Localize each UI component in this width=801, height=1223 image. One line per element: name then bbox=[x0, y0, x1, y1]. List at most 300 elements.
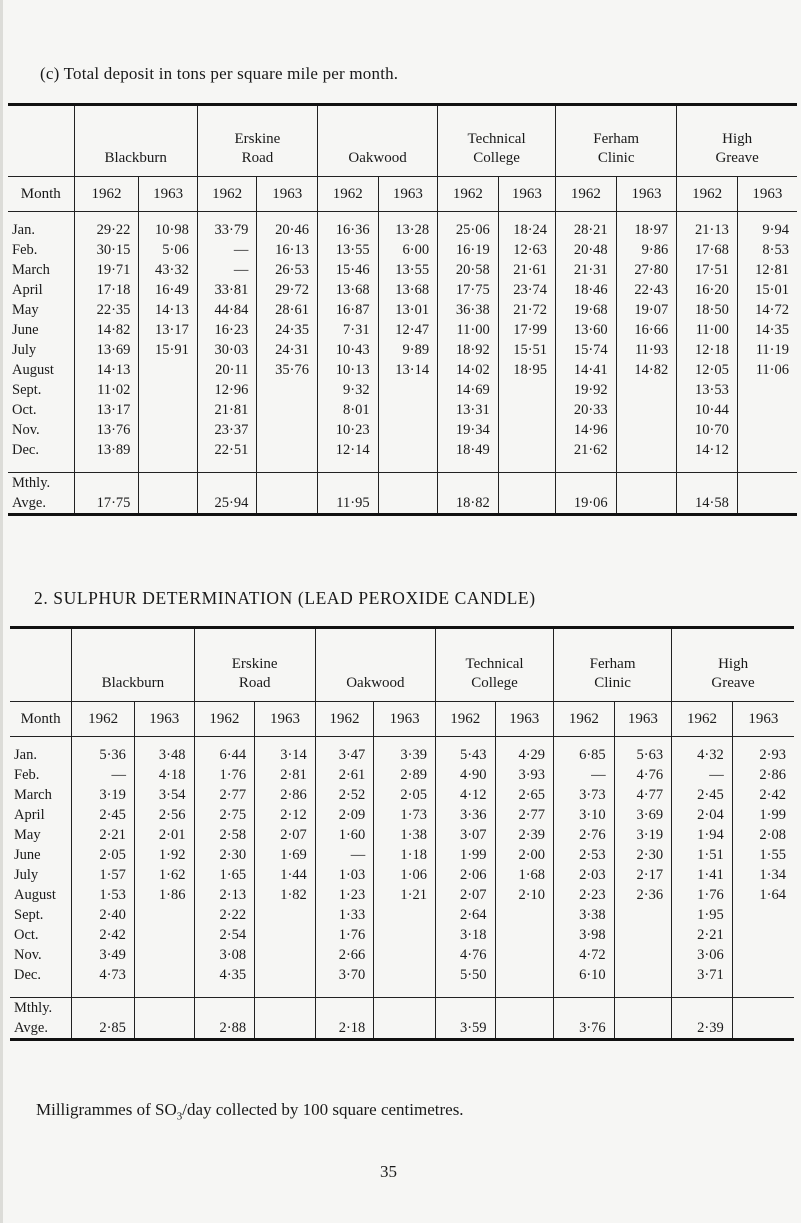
value-cell: 13·68 bbox=[378, 280, 438, 300]
month-label: Dec. bbox=[12, 442, 39, 458]
station-name-line2: Road bbox=[241, 150, 274, 166]
value-cell: 29·22 bbox=[74, 212, 139, 241]
value-cell: 1·86 bbox=[134, 885, 194, 905]
value-cell bbox=[495, 905, 554, 925]
footnote-subscript: 3 bbox=[176, 1110, 183, 1123]
value-cell: 1·21 bbox=[374, 885, 436, 905]
value-cell: 44·84 bbox=[197, 300, 257, 320]
value-cell: 2·89 bbox=[374, 765, 436, 785]
average-label-row bbox=[10, 998, 794, 1019]
blank-cell bbox=[614, 998, 671, 1019]
year-header: 1963 bbox=[139, 177, 197, 212]
average-value: 14·58 bbox=[677, 493, 738, 515]
value-cell bbox=[374, 905, 436, 925]
value-cell: 1·44 bbox=[255, 865, 316, 885]
spacer-cell bbox=[10, 985, 72, 998]
average-row bbox=[8, 493, 797, 515]
station-header bbox=[318, 105, 438, 177]
value-cell bbox=[255, 945, 316, 965]
value-cell: 4·32 bbox=[672, 737, 733, 766]
value-cell: 9·32 bbox=[318, 380, 379, 400]
station-name-line1 bbox=[320, 130, 435, 149]
value-cell: 12·05 bbox=[677, 360, 738, 380]
corner-cell bbox=[10, 628, 72, 702]
value-cell: 2·61 bbox=[315, 765, 374, 785]
value-cell: 2·10 bbox=[495, 885, 554, 905]
value-cell: 21·61 bbox=[498, 260, 555, 280]
table-row bbox=[8, 212, 797, 241]
value-cell bbox=[614, 905, 671, 925]
average-value: 3·76 bbox=[554, 1018, 615, 1040]
value-cell: 2·13 bbox=[194, 885, 255, 905]
station-name-line2: Oakwood bbox=[346, 675, 405, 691]
month-label: Nov. bbox=[12, 422, 40, 438]
value-cell: 11·19 bbox=[737, 340, 797, 360]
value-cell: 20·46 bbox=[257, 212, 318, 241]
spacer-row bbox=[8, 460, 797, 473]
table-row bbox=[8, 280, 797, 300]
average-label: Avge. bbox=[10, 1018, 72, 1040]
value-cell: 1·95 bbox=[672, 905, 733, 925]
value-cell: 11·02 bbox=[74, 380, 139, 400]
table-row bbox=[8, 240, 797, 260]
table-row bbox=[10, 865, 794, 885]
value-cell: 2·86 bbox=[732, 765, 794, 785]
station-name-line2: Greave bbox=[715, 150, 759, 166]
value-cell: 18·92 bbox=[438, 340, 499, 360]
month-label: Nov. bbox=[14, 947, 42, 963]
value-cell: 1·55 bbox=[732, 845, 794, 865]
value-cell: 3·47 bbox=[315, 737, 374, 766]
value-cell: 2·05 bbox=[374, 785, 436, 805]
year-header: 1963 bbox=[134, 702, 194, 737]
month-label: Feb. bbox=[14, 767, 40, 783]
value-cell: 2·04 bbox=[672, 805, 733, 825]
blank-cell bbox=[378, 473, 438, 494]
blank-cell bbox=[616, 473, 677, 494]
value-cell: 3·69 bbox=[614, 805, 671, 825]
value-cell: — bbox=[197, 240, 257, 260]
value-cell: — bbox=[197, 260, 257, 280]
table-row bbox=[10, 885, 794, 905]
value-cell: 18·97 bbox=[616, 212, 677, 241]
blank-cell bbox=[139, 473, 197, 494]
value-cell: 3·38 bbox=[554, 905, 615, 925]
value-cell: 22·43 bbox=[616, 280, 677, 300]
value-cell: 2·81 bbox=[255, 765, 316, 785]
value-cell: 12·81 bbox=[737, 260, 797, 280]
average-value bbox=[378, 493, 438, 515]
value-cell: 18·46 bbox=[556, 280, 617, 300]
spacer-cell bbox=[315, 985, 374, 998]
value-cell: 10·43 bbox=[318, 340, 379, 360]
value-cell bbox=[495, 925, 554, 945]
station-name-line1 bbox=[74, 655, 191, 674]
year-header: 1963 bbox=[498, 177, 555, 212]
value-cell bbox=[139, 440, 197, 460]
value-cell: 1·33 bbox=[315, 905, 374, 925]
average-value bbox=[139, 493, 197, 515]
station-name-line1: Ferham bbox=[589, 656, 636, 672]
value-cell: 23·74 bbox=[498, 280, 555, 300]
month-label: June bbox=[14, 847, 41, 863]
average-value: 18·82 bbox=[438, 493, 499, 515]
value-cell: 1·62 bbox=[134, 865, 194, 885]
value-cell bbox=[378, 400, 438, 420]
value-cell: 2·65 bbox=[495, 785, 554, 805]
month-label: April bbox=[14, 807, 45, 823]
year-header: 1962 bbox=[435, 702, 495, 737]
value-cell: 9·94 bbox=[737, 212, 797, 241]
value-cell: 23·37 bbox=[197, 420, 257, 440]
blank-cell bbox=[197, 473, 257, 494]
average-value bbox=[616, 493, 677, 515]
station-header bbox=[554, 628, 672, 702]
value-cell: 24·35 bbox=[257, 320, 318, 340]
average-value bbox=[257, 493, 318, 515]
spacer-cell bbox=[677, 460, 738, 473]
average-value bbox=[737, 493, 797, 515]
average-label: Mthly. bbox=[8, 473, 74, 494]
average-value bbox=[255, 1018, 316, 1040]
value-cell: — bbox=[315, 845, 374, 865]
month-label: August bbox=[14, 887, 56, 903]
average-value bbox=[134, 1018, 194, 1040]
value-cell: 4·76 bbox=[614, 765, 671, 785]
value-cell: 2·22 bbox=[194, 905, 255, 925]
value-cell: 1·92 bbox=[134, 845, 194, 865]
value-cell: 3·73 bbox=[554, 785, 615, 805]
station-name-line1: Ferham bbox=[593, 131, 640, 147]
value-cell bbox=[737, 440, 797, 460]
value-cell: 21·81 bbox=[197, 400, 257, 420]
year-header: 1963 bbox=[614, 702, 671, 737]
value-cell: 19·07 bbox=[616, 300, 677, 320]
value-cell: 19·68 bbox=[556, 300, 617, 320]
value-cell bbox=[255, 965, 316, 985]
spacer-cell bbox=[72, 985, 135, 998]
value-cell: 3·36 bbox=[435, 805, 495, 825]
value-cell: 2·77 bbox=[495, 805, 554, 825]
table-row bbox=[8, 360, 797, 380]
value-cell: 14·12 bbox=[677, 440, 738, 460]
average-value bbox=[614, 1018, 671, 1040]
year-header: 1962 bbox=[197, 177, 257, 212]
value-cell bbox=[257, 420, 318, 440]
station-name-line2: Road bbox=[238, 675, 271, 691]
value-cell: 21·31 bbox=[556, 260, 617, 280]
value-cell: 16·36 bbox=[318, 212, 379, 241]
value-cell: 12·47 bbox=[378, 320, 438, 340]
value-cell: 33·79 bbox=[197, 212, 257, 241]
value-cell: 3·71 bbox=[672, 965, 733, 985]
month-label: Jan. bbox=[14, 747, 37, 763]
value-cell: 1·76 bbox=[672, 885, 733, 905]
blank-cell bbox=[315, 998, 374, 1019]
blank-cell bbox=[732, 998, 794, 1019]
value-cell: 6·00 bbox=[378, 240, 438, 260]
value-cell: 1·94 bbox=[672, 825, 733, 845]
value-cell: 3·10 bbox=[554, 805, 615, 825]
year-header: 1962 bbox=[318, 177, 379, 212]
spacer-cell bbox=[556, 460, 617, 473]
blank-cell bbox=[134, 998, 194, 1019]
blank-cell bbox=[318, 473, 379, 494]
value-cell: 2·07 bbox=[255, 825, 316, 845]
value-cell: 21·13 bbox=[677, 212, 738, 241]
blank-cell bbox=[255, 998, 316, 1019]
value-cell: 1·41 bbox=[672, 865, 733, 885]
value-cell bbox=[495, 945, 554, 965]
value-cell: 2·93 bbox=[732, 737, 794, 766]
spacer-cell bbox=[732, 985, 794, 998]
value-cell: 4·35 bbox=[194, 965, 255, 985]
value-cell: 14·35 bbox=[737, 320, 797, 340]
value-cell bbox=[732, 965, 794, 985]
value-cell: 13·68 bbox=[318, 280, 379, 300]
value-cell: 27·80 bbox=[616, 260, 677, 280]
station-name-line1 bbox=[77, 130, 195, 149]
value-cell bbox=[257, 400, 318, 420]
spacer-cell bbox=[8, 460, 74, 473]
station-name-line2: Greave bbox=[711, 675, 755, 691]
value-cell: 2·42 bbox=[732, 785, 794, 805]
value-cell: 2·45 bbox=[672, 785, 733, 805]
average-value: 2·39 bbox=[672, 1018, 733, 1040]
station-name-line1: High bbox=[722, 131, 753, 147]
station-name-line1: Technical bbox=[467, 131, 526, 147]
blank-cell bbox=[257, 473, 318, 494]
value-cell: 1·64 bbox=[732, 885, 794, 905]
value-cell: 1·03 bbox=[315, 865, 374, 885]
value-cell: 2·06 bbox=[435, 865, 495, 885]
blank-cell bbox=[672, 998, 733, 1019]
value-cell: 4·72 bbox=[554, 945, 615, 965]
value-cell: 13·60 bbox=[556, 320, 617, 340]
value-cell bbox=[255, 905, 316, 925]
value-cell: 19·92 bbox=[556, 380, 617, 400]
value-cell: 16·13 bbox=[257, 240, 318, 260]
value-cell: 13·55 bbox=[378, 260, 438, 280]
blank-cell bbox=[737, 473, 797, 494]
value-cell: 2·21 bbox=[672, 925, 733, 945]
value-cell: 2·45 bbox=[72, 805, 135, 825]
value-cell: 2·53 bbox=[554, 845, 615, 865]
value-cell: 4·76 bbox=[435, 945, 495, 965]
value-cell: 10·70 bbox=[677, 420, 738, 440]
value-cell: 13·53 bbox=[677, 380, 738, 400]
value-cell bbox=[732, 945, 794, 965]
value-cell bbox=[737, 420, 797, 440]
blank-cell bbox=[498, 473, 555, 494]
value-cell: 5·06 bbox=[139, 240, 197, 260]
table-row bbox=[10, 737, 794, 766]
value-cell bbox=[134, 965, 194, 985]
spacer-cell bbox=[435, 985, 495, 998]
value-cell: 3·06 bbox=[672, 945, 733, 965]
value-cell bbox=[616, 440, 677, 460]
blank-cell bbox=[194, 998, 255, 1019]
value-cell: 15·51 bbox=[498, 340, 555, 360]
value-cell: 2·66 bbox=[315, 945, 374, 965]
value-cell: 1·82 bbox=[255, 885, 316, 905]
value-cell: 43·32 bbox=[139, 260, 197, 280]
value-cell: — bbox=[554, 765, 615, 785]
average-value: 25·94 bbox=[197, 493, 257, 515]
value-cell: 4·12 bbox=[435, 785, 495, 805]
value-cell: 3·18 bbox=[435, 925, 495, 945]
section-c-heading: (c) Total deposit in tons per square mile per month. bbox=[40, 64, 399, 83]
spacer-cell bbox=[672, 985, 733, 998]
value-cell: 2·64 bbox=[435, 905, 495, 925]
blank-cell bbox=[374, 998, 436, 1019]
value-cell bbox=[737, 400, 797, 420]
year-header: 1962 bbox=[438, 177, 499, 212]
month-label: March bbox=[12, 262, 50, 278]
table-row bbox=[10, 825, 794, 845]
value-cell bbox=[139, 380, 197, 400]
value-cell: 2·58 bbox=[194, 825, 255, 845]
value-cell: 3·49 bbox=[72, 945, 135, 965]
value-cell: 13·89 bbox=[74, 440, 139, 460]
value-cell: 16·66 bbox=[616, 320, 677, 340]
value-cell: 2·30 bbox=[194, 845, 255, 865]
value-cell: 21·62 bbox=[556, 440, 617, 460]
station-header bbox=[438, 105, 556, 177]
value-cell: 30·03 bbox=[197, 340, 257, 360]
station-header bbox=[315, 628, 435, 702]
value-cell: 10·44 bbox=[677, 400, 738, 420]
station-header bbox=[194, 628, 315, 702]
page-number: 35 bbox=[380, 1162, 397, 1181]
value-cell: 2·56 bbox=[134, 805, 194, 825]
spacer-cell bbox=[139, 460, 197, 473]
spacer-cell bbox=[74, 460, 139, 473]
year-header: 1963 bbox=[374, 702, 436, 737]
spacer-cell bbox=[498, 460, 555, 473]
value-cell bbox=[616, 400, 677, 420]
station-name-line2: Oakwood bbox=[348, 150, 407, 166]
value-cell: 2·75 bbox=[194, 805, 255, 825]
table-row bbox=[10, 925, 794, 945]
value-cell: 14·69 bbox=[438, 380, 499, 400]
month-label: May bbox=[12, 302, 39, 318]
value-cell: 28·61 bbox=[257, 300, 318, 320]
value-cell: 5·36 bbox=[72, 737, 135, 766]
average-label-row bbox=[8, 473, 797, 494]
value-cell: 2·42 bbox=[72, 925, 135, 945]
value-cell: 16·87 bbox=[318, 300, 379, 320]
value-cell: 19·71 bbox=[74, 260, 139, 280]
value-cell: 1·51 bbox=[672, 845, 733, 865]
value-cell: 36·38 bbox=[438, 300, 499, 320]
value-cell: 13·17 bbox=[74, 400, 139, 420]
value-cell: 13·28 bbox=[378, 212, 438, 241]
month-label: August bbox=[12, 362, 54, 378]
table-row bbox=[10, 965, 794, 985]
value-cell: 16·49 bbox=[139, 280, 197, 300]
value-cell: 2·05 bbox=[72, 845, 135, 865]
value-cell: 30·15 bbox=[74, 240, 139, 260]
section-2-heading: 2. SULPHUR DETERMINATION (LEAD PEROXIDE CANDLE) bbox=[34, 588, 536, 608]
value-cell: 14·41 bbox=[556, 360, 617, 380]
spacer-cell bbox=[614, 985, 671, 998]
value-cell: 2·17 bbox=[614, 865, 671, 885]
year-header: 1962 bbox=[74, 177, 139, 212]
value-cell: 3·08 bbox=[194, 945, 255, 965]
month-label: Dec. bbox=[14, 967, 41, 983]
average-value: 2·18 bbox=[315, 1018, 374, 1040]
year-header: 1963 bbox=[495, 702, 554, 737]
value-cell bbox=[616, 420, 677, 440]
footnote-prefix: Milligrammes of SO bbox=[36, 1100, 177, 1119]
value-cell: 22·35 bbox=[74, 300, 139, 320]
value-cell: 2·40 bbox=[72, 905, 135, 925]
table-row bbox=[10, 765, 794, 785]
month-label: May bbox=[14, 827, 41, 843]
value-cell: 1·65 bbox=[194, 865, 255, 885]
value-cell: 14·82 bbox=[616, 360, 677, 380]
value-cell: 2·09 bbox=[315, 805, 374, 825]
value-cell: 17·99 bbox=[498, 320, 555, 340]
value-cell bbox=[498, 400, 555, 420]
value-cell: 1·76 bbox=[194, 765, 255, 785]
value-cell bbox=[134, 905, 194, 925]
value-cell: 2·30 bbox=[614, 845, 671, 865]
value-cell: 13·69 bbox=[74, 340, 139, 360]
value-cell: 9·86 bbox=[616, 240, 677, 260]
value-cell: 6·10 bbox=[554, 965, 615, 985]
value-cell: 33·81 bbox=[197, 280, 257, 300]
value-cell bbox=[616, 380, 677, 400]
year-header: 1963 bbox=[255, 702, 316, 737]
value-cell: 6·85 bbox=[554, 737, 615, 766]
value-cell bbox=[614, 925, 671, 945]
value-cell bbox=[498, 380, 555, 400]
value-cell: 1·99 bbox=[732, 805, 794, 825]
value-cell bbox=[378, 420, 438, 440]
year-header: 1962 bbox=[556, 177, 617, 212]
value-cell bbox=[732, 925, 794, 945]
value-cell: 15·46 bbox=[318, 260, 379, 280]
value-cell: 26·53 bbox=[257, 260, 318, 280]
value-cell: 4·29 bbox=[495, 737, 554, 766]
value-cell: 3·39 bbox=[374, 737, 436, 766]
year-header: 1962 bbox=[677, 177, 738, 212]
average-value: 2·88 bbox=[194, 1018, 255, 1040]
value-cell: 11·06 bbox=[737, 360, 797, 380]
value-cell: 1·76 bbox=[315, 925, 374, 945]
value-cell: 14·96 bbox=[556, 420, 617, 440]
value-cell: 16·20 bbox=[677, 280, 738, 300]
page-edge-shadow bbox=[0, 0, 3, 1223]
table-row bbox=[10, 905, 794, 925]
value-cell: 10·13 bbox=[318, 360, 379, 380]
value-cell bbox=[139, 420, 197, 440]
station-header bbox=[74, 105, 197, 177]
value-cell: 15·91 bbox=[139, 340, 197, 360]
blank-cell bbox=[74, 473, 139, 494]
value-cell: 1·34 bbox=[732, 865, 794, 885]
spacer-cell bbox=[495, 985, 554, 998]
value-cell: 14·82 bbox=[74, 320, 139, 340]
value-cell: 17·51 bbox=[677, 260, 738, 280]
footnote-suffix: /day collected by 100 square centimetres. bbox=[182, 1100, 464, 1119]
value-cell: 3·14 bbox=[255, 737, 316, 766]
value-cell: 2·54 bbox=[194, 925, 255, 945]
month-label: Sept. bbox=[12, 382, 42, 398]
value-cell: 1·53 bbox=[72, 885, 135, 905]
